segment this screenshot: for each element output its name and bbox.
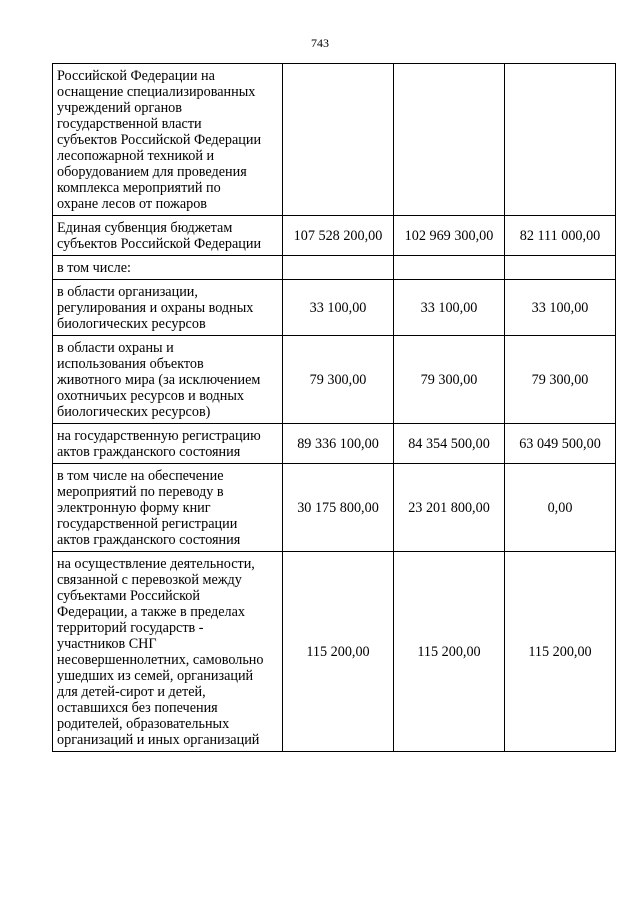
row-label: в том числе на обеспечение мероприятий по переводу в электронную форму книг государственной регистрации актов гражданского состояния	[57, 468, 241, 548]
value-cell-year-3: 0,00	[505, 464, 616, 552]
value-cell-year-3	[505, 64, 616, 216]
row-label-cell	[53, 464, 283, 552]
value-cell-year-2: 33 100,00	[394, 280, 505, 336]
page-number: 743	[311, 36, 329, 50]
value-cell-year-2: 115 200,00	[394, 552, 505, 752]
value-cell-year-3: 63 049 500,00	[505, 424, 616, 464]
budget-table	[52, 63, 616, 752]
value-cell-year-1: 115 200,00	[283, 552, 394, 752]
value-cell-year-1	[283, 64, 394, 216]
row-label-cell	[53, 64, 283, 216]
table-row	[53, 216, 616, 256]
value-cell-year-1: 89 336 100,00	[283, 424, 394, 464]
row-label-cell	[53, 256, 283, 280]
row-label: Единая субвенция бюджетам субъектов Российской Федерации	[57, 220, 262, 252]
value-cell-year-2: 102 969 300,00	[394, 216, 505, 256]
table-row	[53, 464, 616, 552]
table-row	[53, 64, 616, 216]
row-label: в области организации, регулирования и охраны водных биологических ресурсов	[57, 284, 254, 332]
row-label: на государственную регистрацию актов гражданского состояния	[57, 428, 261, 460]
value-cell-year-1: 107 528 200,00	[283, 216, 394, 256]
value-cell-year-2: 84 354 500,00	[394, 424, 505, 464]
table-row	[53, 336, 616, 424]
row-label-cell	[53, 280, 283, 336]
value-cell-year-1: 30 175 800,00	[283, 464, 394, 552]
value-cell-year-3: 79 300,00	[505, 336, 616, 424]
row-label-cell	[53, 336, 283, 424]
table-row	[53, 424, 616, 464]
value-cell-year-3: 82 111 000,00	[505, 216, 616, 256]
value-cell-year-3: 115 200,00	[505, 552, 616, 752]
value-cell-year-3	[505, 256, 616, 280]
row-label: в том числе:	[57, 260, 131, 276]
row-label: в области охраны и использования объектов животного мира (за исключением охотничьих ресурсов и водных биологических ресурсов)	[57, 340, 261, 420]
value-cell-year-2: 79 300,00	[394, 336, 505, 424]
value-cell-year-3: 33 100,00	[505, 280, 616, 336]
value-cell-year-1: 33 100,00	[283, 280, 394, 336]
row-label-cell	[53, 552, 283, 752]
value-cell-year-2	[394, 64, 505, 216]
row-label: Российской Федерации на оснащение специализированных учреждений органов государственной власти субъектов Российской Федерации лесопожарной техникой и оборудованием для проведения комплекса мероприятий по охране лесов от пожаров	[57, 68, 262, 212]
value-cell-year-1	[283, 256, 394, 280]
row-label-cell	[53, 216, 283, 256]
value-cell-year-2: 23 201 800,00	[394, 464, 505, 552]
value-cell-year-1: 79 300,00	[283, 336, 394, 424]
row-label: на осуществление деятельности, связанной с перевозкой между субъектами Российской Федерации, а также в пределах территорий государств - участников СНГ несовершеннолетних, самовольно ушедших из семей, организаций для детей-сирот и детей, оставшихся без попечения родителей, образовательных организаций и иных организаций	[57, 556, 264, 748]
table-row	[53, 280, 616, 336]
value-cell-year-2	[394, 256, 505, 280]
table-row	[53, 552, 616, 752]
row-label-cell	[53, 424, 283, 464]
table-row	[53, 256, 616, 280]
